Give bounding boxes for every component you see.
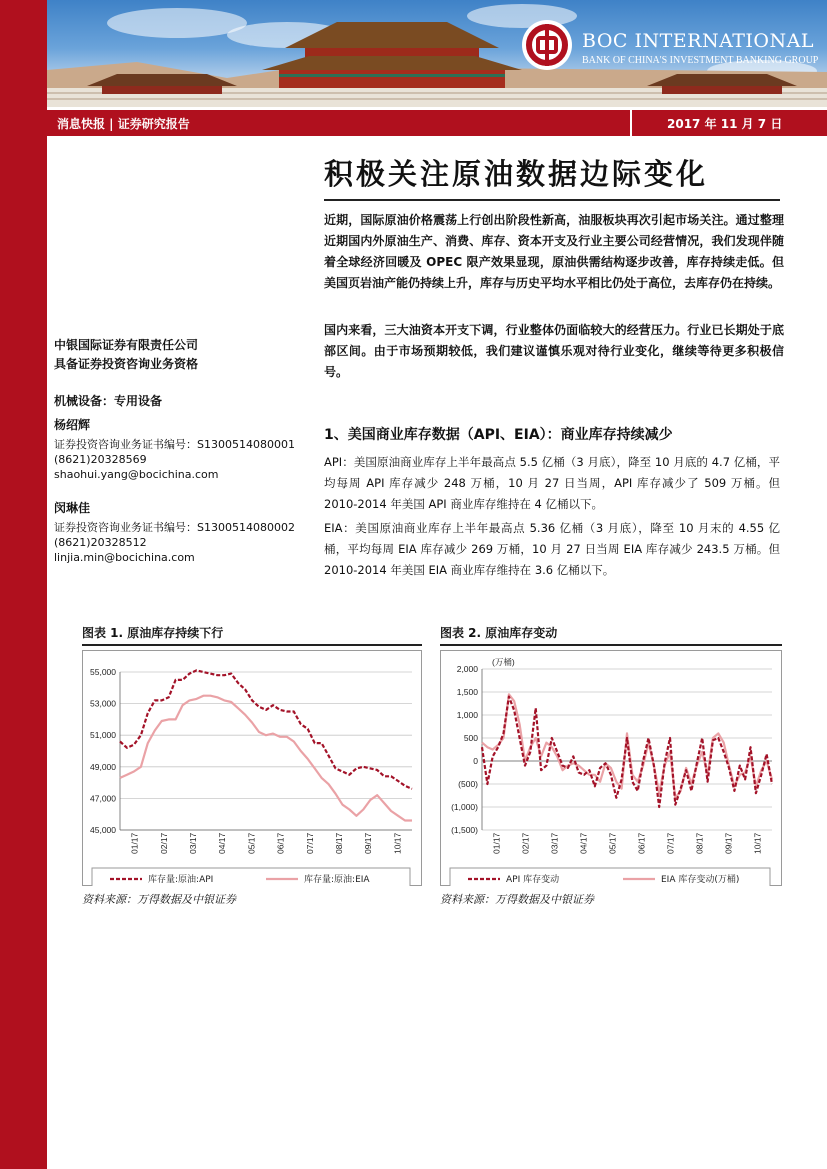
- legend-label: API 库存变动: [506, 875, 560, 885]
- y-tick-label: (1,000): [451, 802, 478, 812]
- figure-2-title: 图表 2. 原油库存变动: [440, 626, 558, 640]
- x-tick-label: 09/17: [363, 832, 374, 854]
- x-tick-label: 04/17: [578, 832, 589, 854]
- x-tick-label: 08/17: [694, 832, 705, 854]
- analyst-2: [54, 501, 314, 565]
- summary-paragraph-2: 国内来看，三大油资本开支下调，行业整体仍面临较大的经营压力。行业已长期处于底部区间。由于市场预期较低，我们建议谨慎乐观对待行业变化，继续等待更多积极信号。: [324, 323, 784, 379]
- x-tick-label: 01/17: [491, 832, 502, 854]
- analyst-cert: 证券投资咨询业务证书编号：S1300514080001: [54, 438, 295, 451]
- x-tick-label: 05/17: [246, 832, 257, 854]
- y-tick-label: 1,500: [456, 687, 478, 697]
- x-tick-label: 06/17: [636, 832, 647, 854]
- x-tick-label: 07/17: [665, 832, 676, 854]
- chart-2-inventory-change: [440, 650, 782, 886]
- y-tick-label: 51,000: [90, 730, 116, 741]
- x-tick-label: 09/17: [723, 832, 734, 854]
- analyst-cert: 证券投资咨询业务证书编号：S1300514080002: [54, 521, 295, 534]
- analyst-email[interactable]: linjia.min@bocichina.com: [54, 551, 195, 564]
- sector: 机械设备：专用设备: [54, 394, 163, 408]
- figure-1-source: 资料来源：万得数据及中银证券: [82, 893, 236, 906]
- x-tick-label: 08/17: [334, 832, 344, 854]
- logo-subtitle: BANK OF CHINA'S INVESTMENT BANKING GROUP: [582, 55, 819, 66]
- figure-1-title: 图表 1. 原油库存持续下行: [82, 626, 224, 640]
- company-info: [54, 336, 304, 374]
- x-tick-label: 06/17: [275, 832, 286, 854]
- report-date: 2017 年 11 月 7 日: [667, 117, 783, 131]
- chart-1-inventory: [82, 650, 422, 886]
- title-rule: [324, 199, 780, 201]
- boc-logo-icon: [522, 20, 572, 70]
- report-type-bar: [47, 110, 827, 136]
- series-line: [120, 670, 412, 789]
- analyst-phone: (8621)20328569: [54, 453, 147, 466]
- logo-name: BOC INTERNATIONAL: [582, 30, 814, 52]
- api-paragraph: API：美国原油商业库存上半年最高点 5.5 亿桶（3 月底），降至 10 月底的 4.7 亿桶，平均每周 API 库存减少 248 万桶，10 月 27 日当周，API 库存减少了 509 万桶。但 2010-2014 年美国 API 商业库存维持在 4 亿桶以下。: [324, 455, 780, 511]
- eia-paragraph: EIA：美国原油商业库存上半年最高点 5.36 亿桶（3 月底），降至 10 月末的 4.55 亿桶，平均每周 EIA 库存减少 269 万桶，10 月 27 日当周 EIA 库存减少 243.5 万桶。但 2010-2014 年美国 EIA 商业库存维持在 3.6 亿桶以下。: [324, 521, 780, 577]
- y-tick-label: 53,000: [90, 698, 116, 709]
- y-tick-label: (1,500): [451, 825, 478, 835]
- legend-label: EIA 库存变动(万桶): [661, 875, 740, 885]
- company-name: 中银国际证券有限责任公司: [54, 338, 199, 352]
- section-heading: 1、美国商业库存数据（API、EIA）：商业库存持续减少: [324, 427, 673, 443]
- analyst-name: 杨绍辉: [54, 418, 91, 432]
- y-tick-label: (500): [458, 779, 478, 789]
- analyst-phone: (8621)20328512: [54, 536, 147, 549]
- report-title: 积极关注原油数据边际变化: [324, 157, 709, 191]
- x-tick-label: 10/17: [752, 832, 763, 854]
- analyst-1: [54, 418, 314, 482]
- analyst-email[interactable]: shaohui.yang@bocichina.com: [54, 468, 219, 481]
- x-tick-label: 02/17: [520, 832, 531, 854]
- legend-label: 库存量:原油:EIA: [304, 875, 370, 885]
- x-tick-label: 07/17: [304, 832, 315, 854]
- summary-paragraph-1: 近期，国际原油价格震荡上行创出阶段性新高，油服板块再次引起市场关注。通过整理近期国内外原油生产、消费、库存、资本开支及行业主要公司经营情况，我们发现伴随着全球经济回暖及 OPEC 限产效果显现，原油供需结构逐步改善，库存持续走低。但美国页岩油产能仍持续上升，库存与历史平均水平相比仍处于高位，去库存仍在持续。: [324, 213, 784, 290]
- report-type: 消息快报 | 证券研究报告: [57, 117, 190, 131]
- bar-divider: [630, 110, 632, 136]
- y-tick-label: 45,000: [90, 825, 116, 835]
- figure-1-rule: [82, 644, 422, 646]
- y-tick-label: 1,000: [456, 710, 478, 720]
- x-tick-label: 02/17: [158, 832, 169, 854]
- x-tick-label: 03/17: [549, 832, 560, 854]
- y-tick-label: 49,000: [90, 761, 116, 772]
- figure-2-rule: [440, 644, 782, 646]
- figure-2-source: 资料来源：万得数据及中银证券: [440, 893, 594, 906]
- company-qualification: 具备证券投资咨询业务资格: [54, 357, 199, 371]
- x-tick-label: 04/17: [217, 832, 228, 854]
- y-tick-label: 0: [473, 756, 478, 766]
- legend-label: 库存量:原油:API: [148, 875, 214, 885]
- y-tick-label: 55,000: [90, 667, 116, 677]
- left-red-strip: [0, 0, 47, 1169]
- series-line: [120, 696, 412, 821]
- y-tick-label: 2,000: [456, 664, 478, 674]
- x-tick-label: 01/17: [129, 832, 140, 854]
- x-tick-label: 10/17: [392, 832, 403, 854]
- x-tick-label: 03/17: [188, 832, 198, 854]
- series-line: [482, 697, 772, 807]
- unit-label: (万桶): [492, 657, 515, 667]
- y-tick-label: 47,000: [90, 793, 116, 804]
- x-tick-label: 05/17: [607, 832, 618, 854]
- analyst-name: 闵琳佳: [54, 501, 91, 515]
- y-tick-label: 500: [463, 733, 478, 743]
- boc-international-logo: [522, 20, 819, 72]
